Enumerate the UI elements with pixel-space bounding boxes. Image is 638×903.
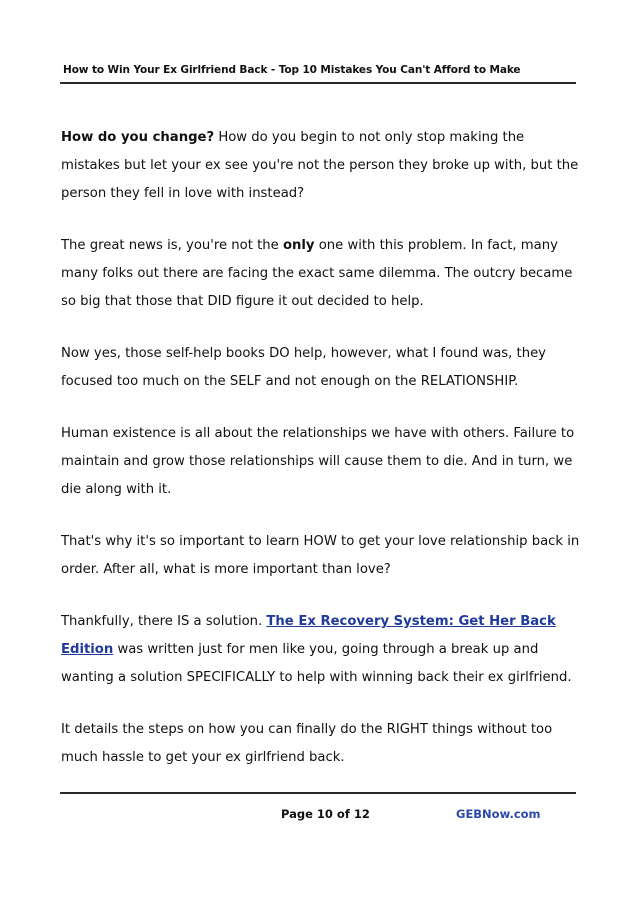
- paragraph-2-after: one with this problem. In fact, many many folks out there are facing the exact same dilemma. The outcry became so big that those that DID figure it out decided to help.: [61, 238, 573, 309]
- paragraph-1: [61, 124, 581, 208]
- paragraph-5: That's why it's so important to learn HOW to get your love relationship back in order. After all, what is more important than love?: [61, 534, 580, 577]
- paragraph-3: Now yes, those self-help books DO help, however, what I found was, they focused too much on the SELF and not enough on the RELATIONSHIP.: [61, 346, 546, 389]
- page-number: Page 10 of 12: [281, 807, 370, 821]
- paragraph-6: [61, 608, 581, 692]
- ex-recovery-system-link[interactable]: The Ex Recovery System: Get Her Back Edition: [61, 614, 556, 657]
- document-body: [61, 124, 581, 796]
- paragraph-1-text: How do you begin to not only stop making the mistakes but let your ex see you're not the person they broke up with, but the person they fell in love with instead?: [61, 130, 579, 201]
- footer-site-link[interactable]: GEBNow.com: [456, 807, 541, 821]
- header-divider: [60, 82, 576, 84]
- header-title: How to Win Your Ex Girlfriend Back - Top 10 Mistakes You Can't Afford to Make: [63, 64, 521, 76]
- footer-divider: [60, 792, 576, 794]
- paragraph-7: It details the steps on how you can finally do the RIGHT things without too much hassle to get your ex girlfriend back.: [61, 722, 553, 765]
- paragraph-2-bold: only: [282, 238, 315, 253]
- paragraph-1-lead: How do you change?: [61, 130, 215, 145]
- paragraph-6-after: was written just for men like you, going through a break up and wanting a solution SPECIFICALLY to help with winning back their ex girlfriend.: [61, 642, 572, 685]
- paragraph-6-before: Thankfully, there IS a solution.: [61, 614, 267, 629]
- paragraph-4: Human existence is all about the relationships we have with others. Failure to maintain and grow those relationships will cause them to die. And in turn, we die along with it.: [61, 426, 575, 497]
- paragraph-2: [61, 232, 581, 316]
- paragraph-2-before: The great news is, you're not the: [61, 238, 283, 253]
